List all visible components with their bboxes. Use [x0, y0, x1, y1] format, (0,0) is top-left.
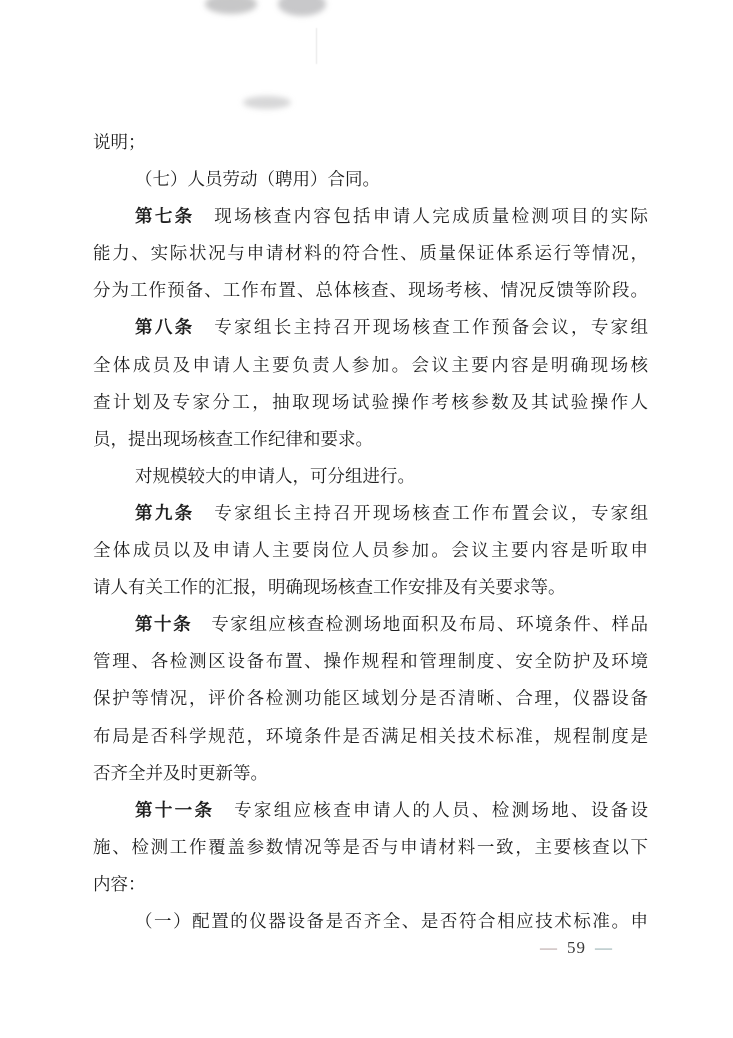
article-number: 第七条: [135, 206, 195, 227]
page-footer: [540, 938, 613, 958]
text-segment: 管理、各检测区设备布置、操作规程和管理制度、安全防护及环境: [93, 651, 648, 672]
text-line: [93, 458, 648, 495]
scan-smudge: [316, 28, 317, 64]
text-line: [93, 161, 648, 198]
text-segment: 现场核查内容包括申请人完成质量检测项目的实际: [194, 206, 649, 227]
article-number: 第八条: [135, 317, 195, 338]
text-line: [93, 235, 648, 272]
text-segment: （一）配置的仪器设备是否齐全、是否符合相应技术标准。申: [135, 910, 648, 931]
text-segment: 对规模较大的申请人，可分组进行。: [135, 465, 415, 486]
footer-dash-right: —: [595, 938, 613, 957]
scan-smudge: [278, 0, 326, 16]
text-segment: 说明；: [93, 132, 146, 152]
text-segment: 否齐全并及时更新等。: [93, 762, 268, 783]
text-line: [93, 495, 648, 532]
text-segment: 专家组应核查申请人的人员、检测场地、设备设: [214, 799, 648, 820]
text-segment: （七）人员劳动（聘用）合同。: [135, 169, 380, 190]
scan-smudge: [205, 0, 257, 14]
text-line: [93, 309, 648, 346]
text-line: [93, 569, 648, 606]
article-number: 第十一条: [135, 799, 215, 820]
text-segment: 请人有关工作的汇报，明确现场核查工作安排及有关要求等。: [93, 577, 566, 598]
text-line: [93, 384, 648, 421]
text-line: [93, 421, 648, 458]
text-line: [93, 347, 648, 384]
text-line: [93, 829, 648, 866]
document-text: [93, 124, 648, 940]
text-segment: 布局是否科学规范，环境条件是否满足相关技术标准，规程制度是: [93, 725, 648, 746]
text-segment: 员，提出现场核查工作纪律和要求。: [93, 428, 373, 449]
text-segment: 全体成员以及申请人主要岗位人员参加。会议主要内容是听取申: [93, 540, 648, 561]
text-line: [93, 866, 648, 903]
text-line: [93, 792, 648, 829]
text-segment: 全体成员及申请人主要负责人参加。会议主要内容是明确现场核: [93, 354, 648, 375]
text-segment: 施、检测工作覆盖参数情况等是否与申请材料一致，主要核查以下: [93, 836, 648, 857]
text-segment: 保护等情况，评价各检测功能区域划分是否清晰、合理，仪器设备: [93, 688, 648, 709]
scan-smudge: [243, 96, 291, 109]
text-line: [93, 903, 648, 940]
text-segment: 分为工作预备、工作布置、总体核查、现场考核、情况反馈等阶段。: [93, 280, 648, 301]
text-line: [93, 532, 648, 569]
text-segment: 查计划及专家分工，抽取现场试验操作考核参数及其试验操作人: [93, 391, 648, 412]
text-segment: 专家组应核查检测场地面积及布局、环境条件、样品: [192, 614, 649, 635]
text-segment: 专家组长主持召开现场核查工作布置会议，专家组: [194, 502, 649, 523]
page-number: 59: [567, 938, 586, 957]
text-line: [93, 680, 648, 717]
text-line: [93, 755, 648, 792]
text-line: [93, 198, 648, 235]
text-segment: 能力、实际状况与申请材料的符合性、质量保证体系运行等情况，: [93, 243, 648, 264]
footer-dash-left: —: [540, 938, 558, 957]
text-segment: 专家组长主持召开现场核查工作预备会议，专家组: [194, 317, 649, 338]
text-line: [93, 606, 648, 643]
text-line: [93, 272, 648, 309]
text-segment: 内容：: [93, 873, 146, 894]
text-line: [93, 718, 648, 755]
article-number: 第九条: [135, 502, 195, 523]
article-number: 第十条: [135, 614, 193, 635]
text-line: [93, 643, 648, 680]
text-line: [93, 124, 648, 161]
